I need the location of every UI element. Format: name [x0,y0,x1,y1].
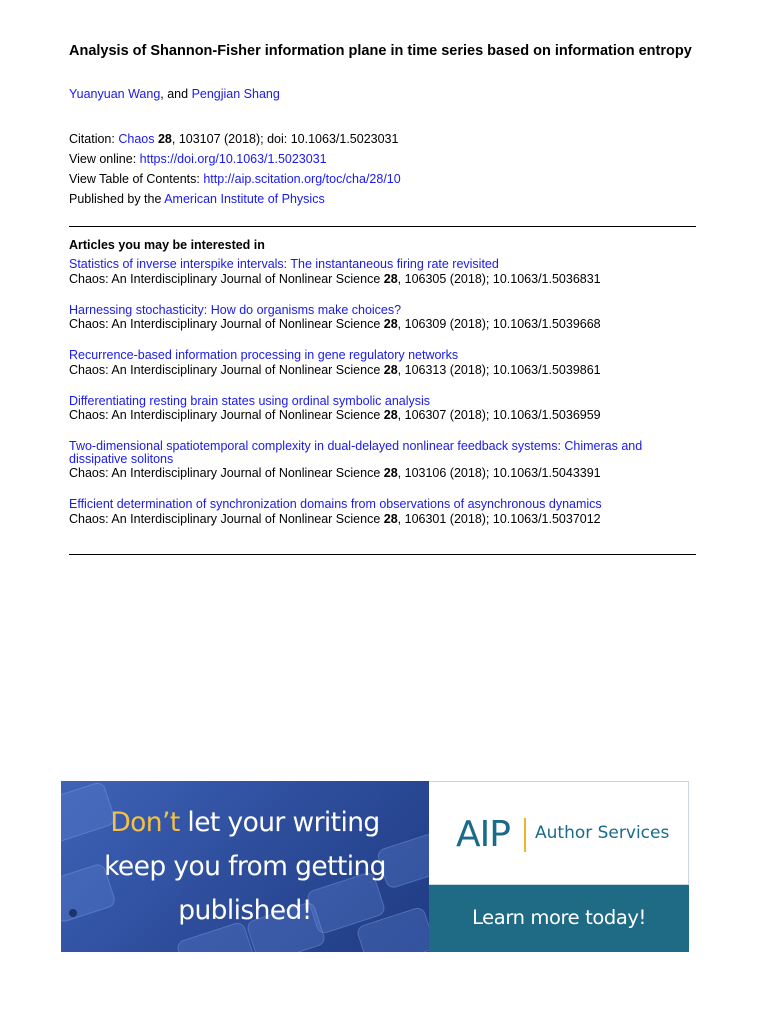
related-article-link[interactable]: Statistics of inverse interspike intervals: The instantaneous firing rate revisited [69,257,499,271]
related-article [69,440,689,480]
citation-label: Citation: [69,132,119,146]
journal-name: Chaos: An Interdisciplinary Journal of Nonlinear Science [69,408,384,422]
toc-label: View Table of Contents: [69,172,204,186]
related-article-link[interactable]: Recurrence-based information processing in gene regulatory networks [69,348,459,362]
publisher-line [69,191,401,211]
citation-details: , 106301 (2018); 10.1063/1.5037012 [397,511,601,526]
volume-number: 28 [383,271,398,286]
volume-number: 28 [383,317,398,331]
publisher-link[interactable]: American Institute of Physics [164,192,325,206]
related-article-citation [69,513,689,526]
section-divider [69,226,696,227]
view-online-line [69,151,401,171]
ad-brand-panel [429,781,689,885]
learn-more-label: Learn more today! [472,906,646,929]
section-divider [69,554,696,555]
citation-details: , 106313 (2018); 10.1063/1.5039861 [397,362,601,377]
slogan-line: published! [178,895,312,926]
related-article-link[interactable]: Differentiating resting brain states using ordinal symbolic analysis [69,393,431,408]
slogan-line: keep you from getting [104,851,386,882]
logo-divider [524,818,526,852]
volume-number: 28 [383,511,398,526]
volume-number: 28 [383,466,398,480]
related-article-citation [69,273,689,286]
ad-image-panel [61,781,429,952]
author-services-label: Author Services [535,823,670,843]
citation-line [69,131,401,151]
related-article [69,258,689,285]
slogan-highlight: Don’t [110,807,180,838]
author-separator: , and [160,87,192,101]
journal-name: Chaos: An Interdisciplinary Journal of Nonlinear Science [69,362,384,377]
journal-name: Chaos: An Interdisciplinary Journal of Nonlinear Science [69,466,384,480]
related-article-link[interactable]: Two-dimensional spatiotemporal complexity in dual-delayed nonlinear feedback systems: Chimeras and dissipative solitons [69,439,643,466]
author-services-ad-banner[interactable] [61,781,689,952]
related-article [69,498,689,525]
volume-number: 28 [383,362,398,377]
related-article-link[interactable]: Harnessing stochasticity: How do organisms make choices? [69,302,402,317]
article-title: Analysis of Shannon-Fisher information plane in time series based on information entropy [69,43,692,59]
journal-name: Chaos: An Interdisciplinary Journal of Nonlinear Science [69,511,384,526]
citation-details: , 103106 (2018); 10.1063/1.5043391 [397,466,601,480]
citation-info [69,131,401,211]
author-link[interactable]: Pengjian Shang [191,87,280,101]
volume-number: 28 [383,408,398,422]
toc-link[interactable]: http://aip.scitation.org/toc/cha/28/10 [203,172,401,186]
related-article [69,349,689,376]
related-article [69,395,689,422]
related-article-citation [69,364,689,377]
aip-logo: AIP [456,814,510,855]
related-article-citation [69,467,689,480]
publisher-label: Published by the [69,192,165,206]
citation-details: , 106309 (2018); 10.1063/1.5039668 [397,317,601,331]
doi-link[interactable]: https://doi.org/10.1063/1.5023031 [139,152,327,166]
author-link[interactable]: Yuanyuan Wang [69,87,161,101]
slogan-line: let your writing [179,807,380,838]
citation-details: , 103107 (2018); doi: 10.1063/1.5023031 [171,132,399,146]
volume-number: 28 [157,132,172,146]
toc-line [69,171,401,191]
related-articles-list [69,258,689,544]
ad-slogan [61,801,429,933]
citation-details: , 106305 (2018); 10.1063/1.5036831 [397,271,601,286]
related-article-link[interactable]: Efficient determination of synchronization domains from observations of asynchronous dynamics [69,497,602,511]
view-online-label: View online: [69,152,140,166]
journal-link[interactable]: Chaos [118,132,155,146]
learn-more-button[interactable] [429,885,689,952]
journal-name: Chaos: An Interdisciplinary Journal of Nonlinear Science [69,317,384,331]
related-article-citation [69,409,689,422]
related-articles-heading: Articles you may be interested in [69,238,265,252]
journal-name: Chaos: An Interdisciplinary Journal of Nonlinear Science [69,271,384,286]
related-article [69,304,689,331]
citation-details: , 106307 (2018); 10.1063/1.5036959 [397,408,601,422]
author-list [69,86,280,102]
related-article-citation [69,318,689,331]
